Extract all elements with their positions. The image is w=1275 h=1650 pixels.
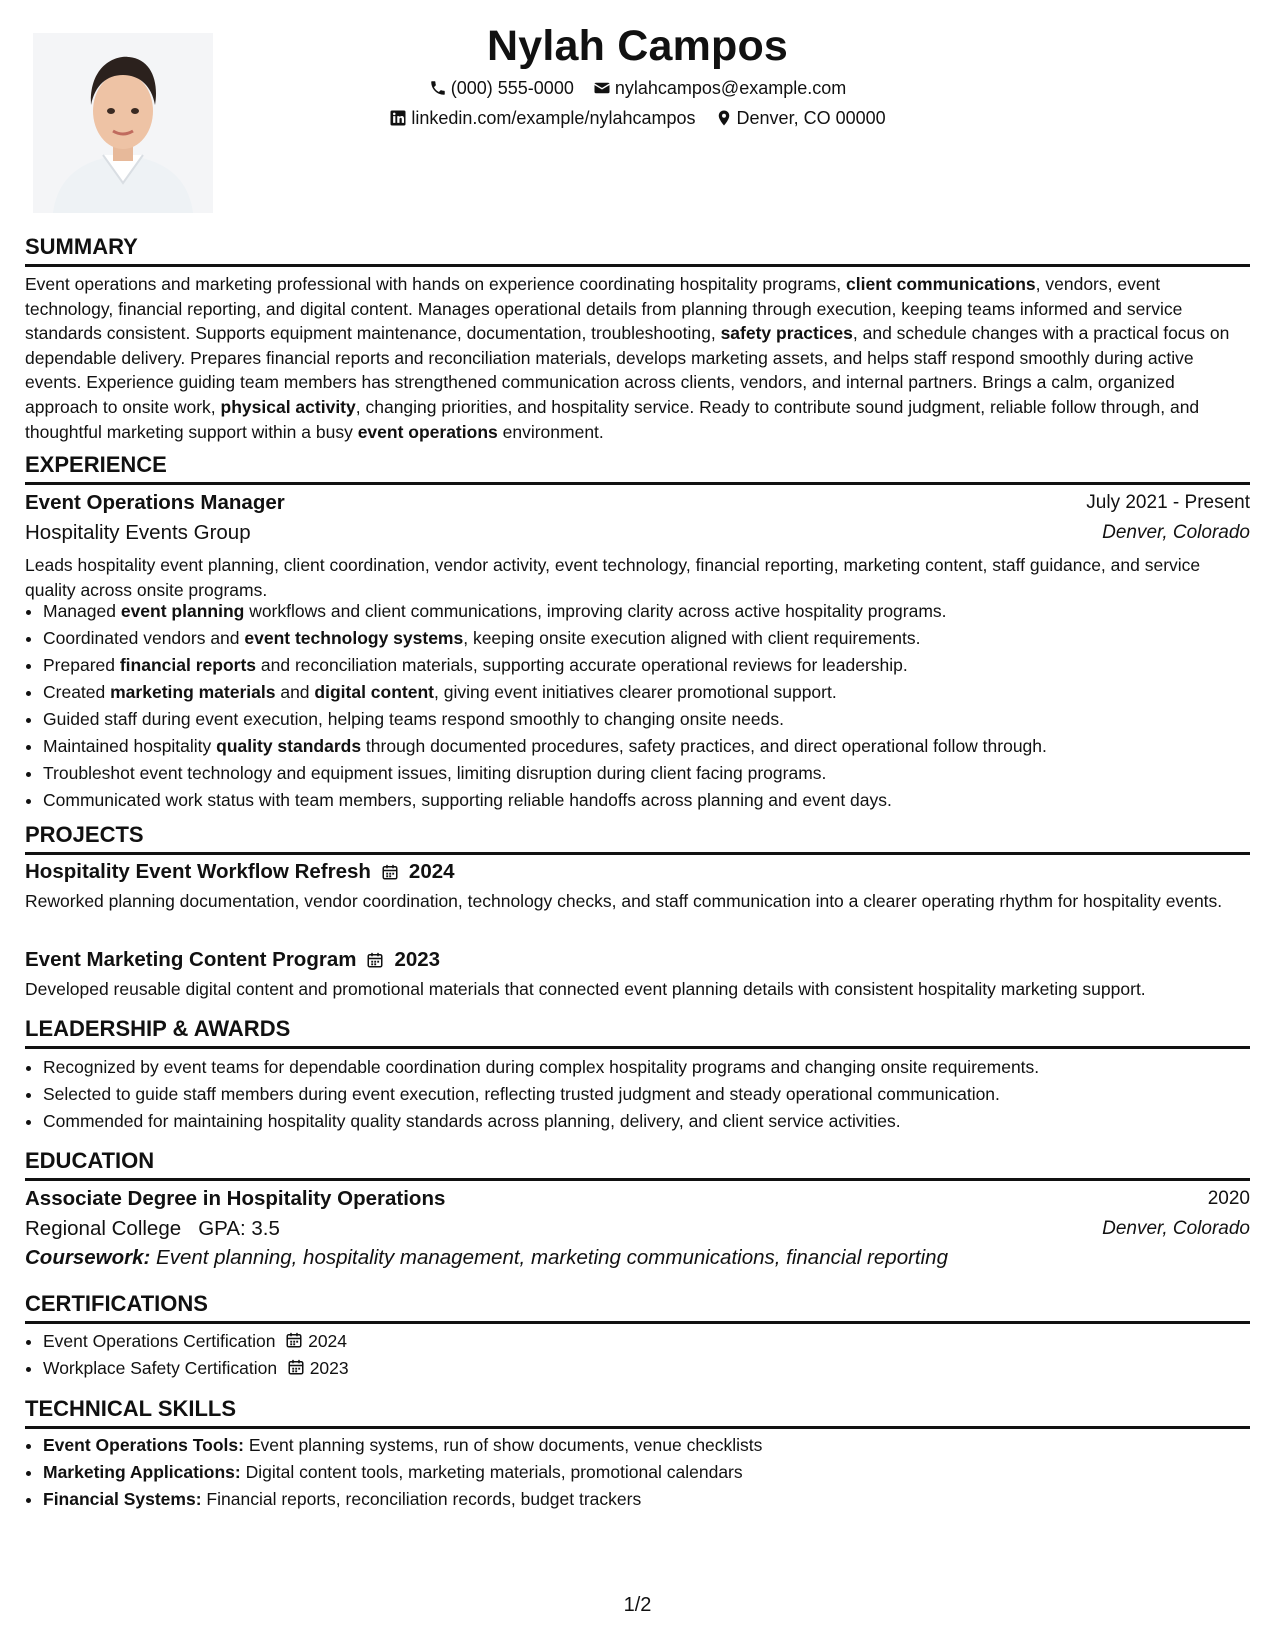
text-run: Guided staff during event execution, helping teams respond smoothly to changing onsite needs. bbox=[43, 709, 784, 729]
list-item bbox=[43, 1459, 1253, 1486]
text-run: Coordinated vendors and bbox=[43, 628, 245, 648]
calendar-icon bbox=[366, 951, 384, 969]
bold-phrase: client communications bbox=[846, 274, 1036, 294]
text-run: environment. bbox=[497, 421, 604, 442]
list-item: • Recognized by event teams for dependable coordination during complex hospitality programs and changing onsite requirements. bbox=[43, 1054, 1253, 1081]
summary-text bbox=[25, 272, 1250, 444]
leadership-heading: LEADERSHIP & AWARDS bbox=[25, 1016, 1250, 1049]
text-run: workflows and client communications, improving clarity across active hospitality programs. bbox=[244, 601, 947, 621]
list-item: • Commended for maintaining hospitality quality standards across planning, delivery, and client service activities. bbox=[43, 1108, 1253, 1135]
coursework-list: Event planning, hospitality management, marketing communications, financial reporting bbox=[156, 1246, 948, 1269]
project-item bbox=[25, 858, 1250, 886]
bold-phrase: physical activity bbox=[220, 396, 356, 417]
text-run: and reconciliation materials, supporting accurate operational reviews for leadership. bbox=[256, 655, 908, 675]
list-item bbox=[43, 787, 1253, 814]
degree-title: Associate Degree in Hospitality Operations bbox=[25, 1187, 446, 1210]
bold-phrase: safety practices bbox=[720, 323, 853, 344]
list-item bbox=[43, 625, 1253, 652]
linkedin-icon bbox=[389, 109, 407, 127]
bold-phrase: event planning bbox=[120, 601, 245, 621]
list-item bbox=[43, 652, 1253, 679]
coursework-row bbox=[25, 1243, 1250, 1273]
calendar-icon bbox=[381, 863, 399, 881]
email-icon bbox=[593, 79, 611, 97]
skill-value: Financial reports, reconciliation records, budget trackers bbox=[206, 1489, 642, 1509]
company-row bbox=[25, 518, 1250, 548]
skills-heading: TECHNICAL SKILLS bbox=[25, 1396, 1250, 1429]
bold-phrase: digital content bbox=[314, 682, 434, 702]
text-run: Maintained hospitality bbox=[43, 736, 217, 756]
coursework bbox=[25, 1246, 948, 1270]
location-pin-icon bbox=[715, 109, 733, 127]
list-item bbox=[43, 679, 1253, 706]
cert-year: 2023 bbox=[309, 1358, 349, 1378]
skill-value: Event planning systems, run of show documents, venue checklists bbox=[248, 1435, 763, 1455]
list-item bbox=[43, 706, 1253, 733]
list-item bbox=[43, 598, 1253, 625]
bold-phrase: quality standards bbox=[216, 736, 362, 756]
linkedin-contact[interactable] bbox=[389, 106, 695, 130]
list-item bbox=[43, 1355, 1253, 1382]
bold-phrase: financial reports bbox=[119, 655, 257, 675]
skill-label: Financial Systems: bbox=[43, 1489, 202, 1509]
text-run: Troubleshot event technology and equipment issues, limiting disruption during client facing programs. bbox=[43, 763, 827, 783]
school-name: Regional College bbox=[25, 1217, 182, 1240]
school-location: Denver, Colorado bbox=[1102, 1218, 1250, 1239]
project-name: Event Marketing Content Program bbox=[25, 948, 357, 971]
contact-row-1 bbox=[0, 76, 1275, 103]
list-item: • Selected to guide staff members during event execution, reflecting trusted judgment and steady operational communication. bbox=[43, 1081, 1253, 1108]
project-description: Developed reusable digital content and promotional materials that connected event planning details with consistent hospitality marketing support. bbox=[25, 979, 1146, 999]
text-run: Communicated work status with team members, supporting reliable handoffs across planning and event days. bbox=[43, 790, 892, 810]
text-run: Created bbox=[43, 682, 111, 702]
school-info bbox=[25, 1217, 280, 1241]
job-dates: July 2021 - Present bbox=[1086, 492, 1250, 513]
school-row bbox=[25, 1214, 1250, 1244]
cert-year: 2024 bbox=[308, 1331, 348, 1351]
list-item bbox=[43, 1486, 1253, 1513]
experience-bullets bbox=[25, 598, 1253, 814]
job-description: Leads hospitality event planning, client coordination, vendor activity, event technology, financial reporting, marketing content, staff guidance, and service quality across onsite programs. bbox=[25, 555, 1201, 600]
email-contact[interactable] bbox=[593, 76, 846, 100]
page-number: 1/2 bbox=[623, 1594, 652, 1616]
text-run: , and schedule changes with a practical focus on dependable delivery. Prepares financial reports and reconciliation materials, develops marketing assets, and helps staff respond smoothly during active events. Experience guiding team members has strengthened communication across clients, vendors, and internal partners. Brings a calm, organized approach to onsite work, bbox=[25, 323, 1230, 417]
list-item bbox=[43, 760, 1253, 787]
cert-name: Event Operations Certification bbox=[43, 1331, 276, 1351]
text-run: Prepared bbox=[43, 655, 120, 675]
certifications-list bbox=[25, 1328, 1253, 1382]
company-name: Hospitality Events Group bbox=[25, 521, 251, 544]
projects-heading: PROJECTS bbox=[25, 822, 1250, 855]
cert-name: Workplace Safety Certification bbox=[43, 1358, 278, 1378]
project-year: 2024 bbox=[408, 860, 455, 883]
bold-phrase: event technology systems bbox=[244, 628, 464, 648]
text-run: through documented procedures, safety practices, and direct operational follow through. bbox=[361, 736, 1047, 756]
calendar-icon bbox=[285, 1331, 303, 1349]
gpa: GPA: 3.5 bbox=[198, 1217, 280, 1240]
skill-label: Marketing Applications: bbox=[43, 1462, 241, 1482]
project-year: 2023 bbox=[394, 948, 441, 971]
job-location: Denver, Colorado bbox=[1102, 522, 1250, 543]
list-item bbox=[43, 733, 1253, 760]
phone-icon bbox=[429, 79, 447, 97]
linkedin-text: linkedin.com/example/nylahcampos bbox=[411, 108, 696, 128]
text-run: , changing priorities, and hospitality service. Ready to contribute sound judgment, reliable follow through, and thoughtful marketing support within a busy bbox=[25, 396, 1200, 442]
bold-phrase: marketing materials bbox=[110, 682, 276, 702]
phone-text: (000) 555-0000 bbox=[450, 78, 574, 98]
project-item bbox=[25, 946, 1250, 974]
text-run: , keeping onsite execution aligned with client requirements. bbox=[463, 628, 921, 648]
experience-heading: EXPERIENCE bbox=[25, 452, 1250, 485]
leadership-bullets bbox=[25, 1054, 1253, 1135]
skill-label: Event Operations Tools: bbox=[43, 1435, 244, 1455]
project-description: Reworked planning documentation, vendor coordination, technology checks, and staff communication into a clearer operating rhythm for hospitality events. bbox=[25, 891, 1223, 911]
skill-value: Digital content tools, marketing materials, promotional calendars bbox=[245, 1462, 743, 1482]
degree-row bbox=[25, 1184, 1250, 1214]
calendar-icon bbox=[287, 1358, 305, 1376]
skills-list bbox=[25, 1432, 1253, 1513]
education-heading: EDUCATION bbox=[25, 1148, 1250, 1181]
text-run: , giving event initiatives clearer promotional support. bbox=[434, 682, 837, 702]
list-item bbox=[43, 1432, 1253, 1459]
project-name: Hospitality Event Workflow Refresh bbox=[25, 860, 371, 883]
job-title-row bbox=[25, 488, 1250, 518]
location-contact bbox=[715, 106, 886, 130]
job-title: Event Operations Manager bbox=[25, 491, 285, 514]
candidate-name: Nylah Campos bbox=[486, 22, 789, 70]
location-text: Denver, CO 00000 bbox=[736, 108, 886, 128]
list-item bbox=[43, 1328, 1253, 1355]
text-run: Event operations and marketing professional with hands on experience coordinating hospitality programs, bbox=[25, 274, 847, 294]
coursework-label: Coursework: bbox=[25, 1246, 151, 1269]
graduation-year: 2020 bbox=[1207, 1188, 1250, 1209]
bold-phrase: event operations bbox=[357, 421, 498, 442]
text-run: , vendors, event technology, financial reporting, and digital content. Manages operational details from planning through execution, keeping teams informed and service standards consistent. Supports equipment maintenance, documentation, troubleshooting, bbox=[25, 274, 1183, 344]
summary-heading: SUMMARY bbox=[25, 234, 1250, 267]
email-text: nylahcampos@example.com bbox=[614, 78, 847, 98]
certifications-heading: CERTIFICATIONS bbox=[25, 1291, 1250, 1324]
text-run: and bbox=[275, 682, 315, 702]
text-run: Managed bbox=[43, 601, 121, 621]
contact-row-2 bbox=[0, 106, 1275, 133]
phone-contact[interactable] bbox=[429, 76, 574, 100]
